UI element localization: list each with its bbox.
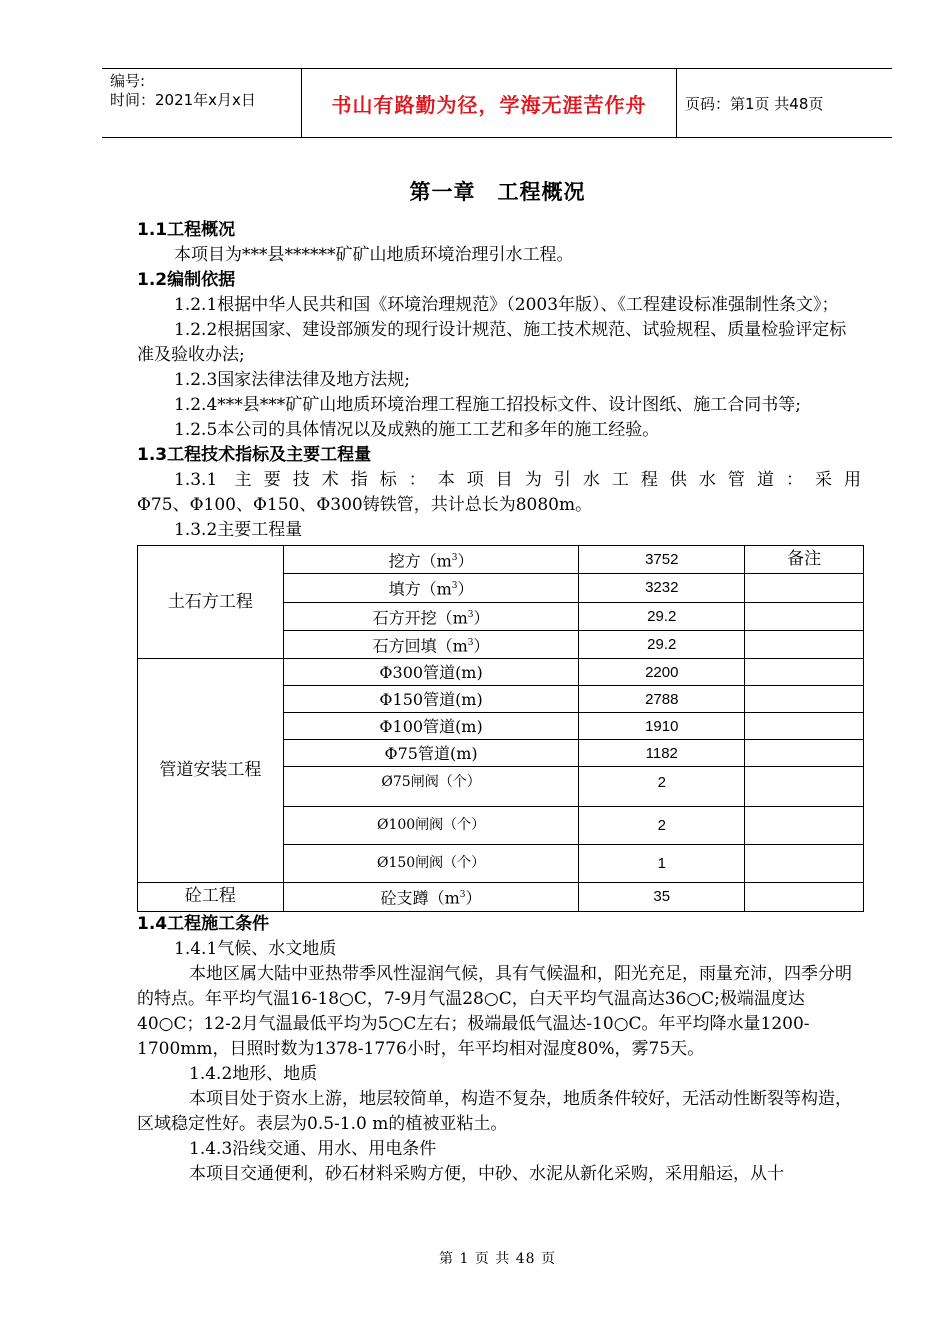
paragraph: 1.4.3沿线交通、用水、用电条件 bbox=[189, 1138, 437, 1159]
remark-cell bbox=[745, 659, 864, 686]
remark-cell bbox=[745, 767, 864, 807]
table-row bbox=[138, 546, 864, 574]
remark-header: 备注 bbox=[745, 546, 864, 574]
table-row bbox=[138, 883, 864, 911]
remark-cell bbox=[745, 883, 864, 911]
page-footer: 第 1 页 共 48 页 bbox=[439, 1251, 556, 1267]
value-cell: 1182 bbox=[579, 740, 745, 767]
remark-cell bbox=[745, 845, 864, 883]
value-cell: 2788 bbox=[579, 686, 745, 713]
item-cell: Ø100闸阀（个） bbox=[283, 807, 579, 845]
paragraph: 1.4.1气候、水文地质 bbox=[174, 938, 337, 959]
remark-cell bbox=[745, 602, 864, 630]
category-cell: 砼工程 bbox=[138, 883, 284, 911]
section-heading: 1.3工程技术指标及主要工程量 bbox=[137, 445, 372, 465]
item-cell: 填方$(m^3)$ bbox=[283, 574, 579, 602]
paragraph: 1.2.1根据中华人民共和国《环境治理规范》（2003年版）、《工程建设标准强制性条文》； bbox=[174, 295, 839, 315]
item-cell: Ø150闸阀（个） bbox=[283, 845, 579, 883]
paragraph: 本项目为***县******矿矿山地质环境治理引水工程。 bbox=[174, 245, 574, 265]
remark-cell bbox=[745, 574, 864, 602]
paragraph: 本项目处于资水上游，地层较简单，构造不复杂，地质条件较好，无活动性断裂等构造，区域稳定性好。表层为0.5-1.0 m的植被亚粘土。 bbox=[137, 1088, 852, 1134]
section-heading: 1.4工程施工条件 bbox=[137, 913, 270, 934]
header-motto: 书山有路勤为径，学海无涯苦作舟 bbox=[302, 69, 677, 137]
paragraph: 本项目交通便利，砂石材料采购方便，中砂、水泥从新化采购，采用船运，从十 bbox=[189, 1163, 784, 1184]
paragraph: Φ75、Φ100、Φ150、Φ300铸铁管，共计总长为8080m。 bbox=[137, 495, 593, 515]
paragraph: 本地区属大陆中亚热带季风性湿润气候，具有气候温和，阳光充足，雨量充沛，四季分明的特点。年平均气温16-18○C，7-9月气温28○C，白天平均气温高达36○C;极端温度达40○C；12-2月气温最低平均为5○C左右；极端最低气温达-10○C。年平均降水量1200-1700mm，日照时数为1378-1776小时，年平均相对湿度80%，雾75天。 bbox=[137, 963, 852, 1059]
item-cell: Φ100管道(m) bbox=[283, 713, 579, 740]
paragraph: 1.3.2主要工程量 bbox=[174, 520, 303, 540]
value-cell: 3752 bbox=[579, 546, 745, 574]
paragraph: 1.2.4***县***矿矿山地质环境治理工程施工招投标文件、设计图纸、施工合同书等; bbox=[174, 395, 801, 415]
paragraph: 1.2.3国家法律法律及地方法规; bbox=[174, 370, 410, 390]
item-cell: Φ150管道(m) bbox=[283, 686, 579, 713]
value-cell: 2 bbox=[579, 807, 745, 845]
header-meta bbox=[102, 69, 302, 137]
page-header bbox=[102, 68, 892, 138]
date-label: 时间：2021年x月x日 bbox=[110, 91, 256, 109]
remark-cell bbox=[745, 807, 864, 845]
value-cell: 1910 bbox=[579, 713, 745, 740]
value-cell: 2 bbox=[579, 767, 745, 807]
value-cell: 29.2 bbox=[579, 602, 745, 630]
value-cell: 29.2 bbox=[579, 630, 745, 658]
category-cell: 管道安装工程 bbox=[138, 659, 284, 883]
item-cell: 石方开挖$(m^3)$ bbox=[283, 602, 579, 630]
item-cell: 石方回填$(m^3)$ bbox=[283, 630, 579, 658]
category-cell: 土石方工程 bbox=[138, 546, 284, 659]
remark-cell bbox=[745, 630, 864, 658]
item-cell: 挖方$(m^3)$ bbox=[283, 546, 579, 574]
value-cell: 1 bbox=[579, 845, 745, 883]
chapter-title: 第一章 工程概况 bbox=[409, 180, 586, 204]
value-cell: 35 bbox=[579, 883, 745, 911]
section-heading: 1.1工程概况 bbox=[137, 220, 236, 240]
item-cell: 砼支蹲$(m^3)$ bbox=[283, 883, 579, 911]
table-row bbox=[138, 659, 864, 686]
section-heading: 1.2编制依据 bbox=[137, 270, 236, 290]
paragraph: 1.3.1 主要技术指标：本项目为引水工程供水管道：采用 bbox=[174, 470, 861, 490]
remark-cell bbox=[745, 686, 864, 713]
paragraph: 1.2.5本公司的具体情况以及成熟的施工工艺和多年的施工经验。 bbox=[174, 420, 660, 440]
item-cell: Φ75管道(m) bbox=[283, 740, 579, 767]
value-cell: 2200 bbox=[579, 659, 745, 686]
paragraph: 1.2.2根据国家、建设部颁发的现行设计规范、施工技术规范、试验规程、质量检验评定标准及验收办法; bbox=[137, 320, 847, 365]
document-body bbox=[137, 218, 861, 1187]
item-cell: Ø75闸阀（个） bbox=[283, 767, 579, 807]
value-cell: 3232 bbox=[579, 574, 745, 602]
code-label: 编号: bbox=[110, 72, 146, 90]
remark-cell bbox=[745, 740, 864, 767]
remark-cell bbox=[745, 713, 864, 740]
header-page-info: 页码：第1页 共48页 bbox=[685, 94, 824, 113]
item-cell: Φ300管道(m) bbox=[283, 659, 579, 686]
paragraph: 1.4.2地形、地质 bbox=[189, 1063, 318, 1084]
quantity-table bbox=[137, 545, 864, 912]
